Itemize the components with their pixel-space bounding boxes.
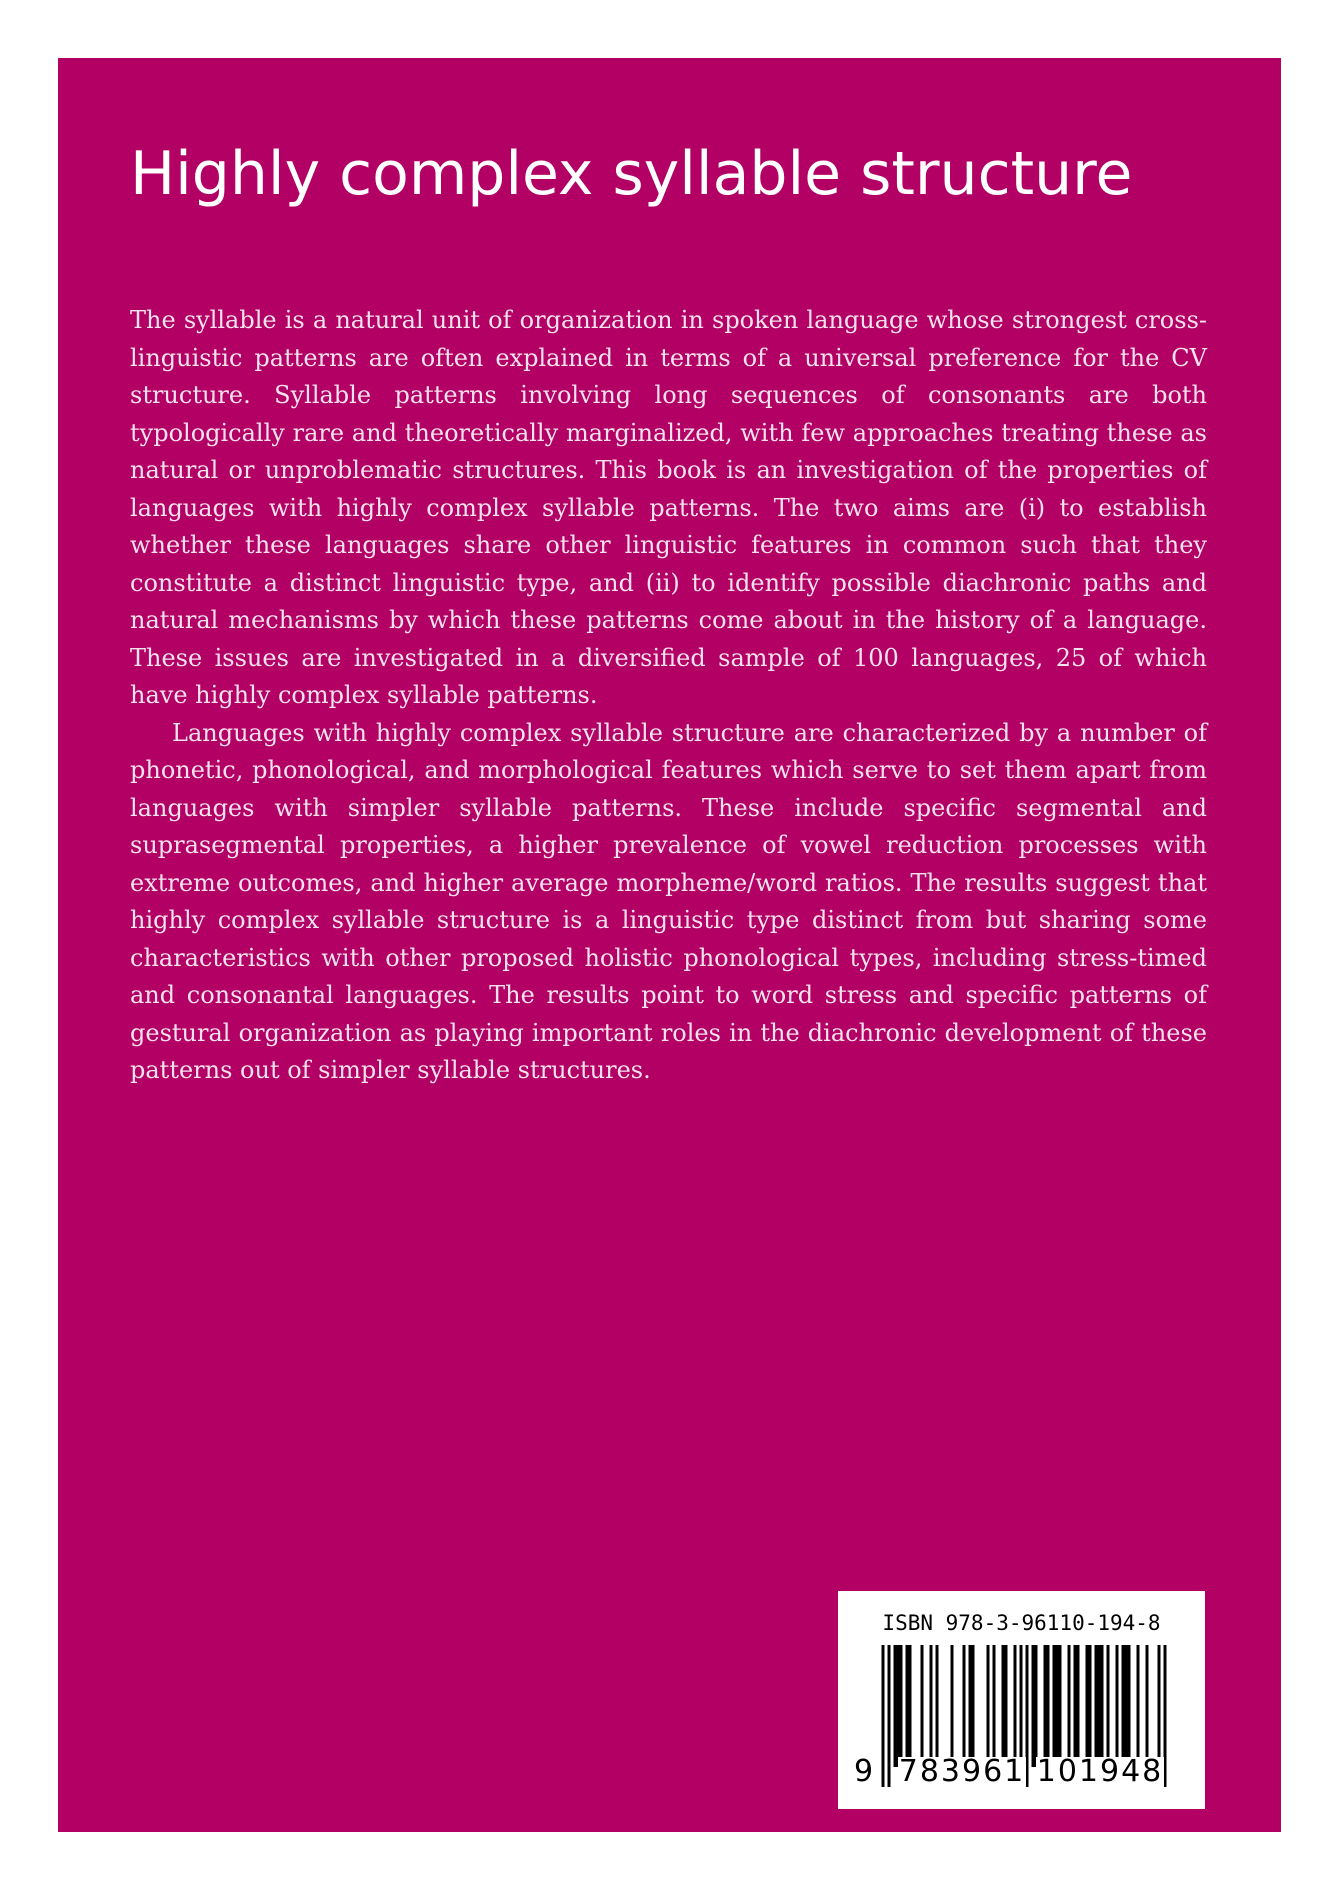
- isbn-barcode-box: [838, 1591, 1205, 1809]
- barcode-bar: [1035, 1645, 1038, 1767]
- barcode-bar: [1002, 1645, 1005, 1767]
- barcode-bar: [1047, 1645, 1050, 1767]
- barcode-digits-right: 101948: [1036, 1754, 1164, 1789]
- isbn-label: ISBN 978-3-96110-194-8: [882, 1611, 1161, 1635]
- barcode-bar: [993, 1645, 996, 1767]
- barcode-bar: [951, 1645, 954, 1767]
- barcode-bar: [987, 1645, 990, 1767]
- barcode-bar: [1122, 1645, 1125, 1767]
- barcode-bar: [894, 1645, 897, 1767]
- barcode-bar: [1068, 1645, 1071, 1767]
- barcode-bar: [1059, 1645, 1062, 1767]
- barcode-bar: [921, 1645, 924, 1767]
- barcode-bar: [969, 1645, 972, 1767]
- barcode-bar: [909, 1645, 912, 1767]
- barcode-bar: [900, 1645, 903, 1767]
- barcode-bar: [1098, 1645, 1101, 1767]
- barcode-bar: [1128, 1645, 1131, 1767]
- barcode-bar: [1086, 1645, 1089, 1767]
- barcode-bar: [1095, 1645, 1098, 1767]
- barcode-bar: [1005, 1645, 1008, 1767]
- blurb-paragraph-2: Languages with highly complex syllable structure are characterized by a number of phonetic, phonological, and morphological features which serve to set them apart from languages with simpler syllable patterns. These include specific segmental and suprasegmental properties, a higher prevalence of vowel reduction processes with extreme outcomes, and higher average morpheme/word ratios. The results suggest that highly complex syllable structure is a linguistic type distinct from but sharing some characteristics with other proposed holistic phonological types, including stress-timed and consonantal languages. The results point to word stress and specific patterns of gestural organization as playing important roles in the diachronic development of these patterns out of simpler syllable structures.: [130, 718, 1207, 1084]
- barcode-bar: [1089, 1645, 1092, 1767]
- barcode-bar: [1146, 1645, 1149, 1767]
- barcode-bar: [897, 1645, 900, 1767]
- barcode-bar: [1014, 1645, 1017, 1767]
- barcode-bar: [1107, 1645, 1110, 1767]
- barcode-digits-left: 783961: [898, 1754, 1026, 1789]
- barcode-bar: [1116, 1645, 1119, 1767]
- barcode-bar: [882, 1645, 885, 1787]
- back-cover: [58, 58, 1281, 1832]
- blurb: [130, 302, 1207, 1090]
- book-title: Highly complex syllable structure: [130, 139, 1133, 209]
- barcode-bar: [1077, 1645, 1080, 1767]
- barcode-bar: [1032, 1645, 1035, 1767]
- barcode-bar: [1137, 1645, 1140, 1767]
- barcode-bar: [1074, 1645, 1077, 1767]
- barcode-digit-first: 9: [854, 1754, 874, 1789]
- blurb-paragraph-1: The syllable is a natural unit of organization in spoken language whose strongest cross-linguistic patterns are often explained in terms of a universal preference for the CV structure. Syllable patterns involving long sequences of consonants are both typologically rare and theoretically marginalized, with few approaches treating these as natural or unproblematic structures. This book is an investigation of the properties of languages with highly complex syllable patterns. The two aims are (i) to establish whether these languages share other linguistic features in common such that they constitute a distinct linguistic type, and (ii) to identify possible diachronic paths and natural mechanisms by which these patterns come about in the history of a language. These issues are investigated in a diversified sample of 100 languages, 25 of which have highly complex syllable patterns.: [130, 306, 1207, 709]
- barcode-bar: [888, 1645, 891, 1787]
- barcode-bar: [1125, 1645, 1128, 1767]
- barcode-bar: [963, 1645, 966, 1767]
- barcode-bar: [1044, 1645, 1047, 1767]
- barcode-bar: [972, 1645, 975, 1767]
- barcode-bar: [936, 1645, 939, 1767]
- barcode-bar: [1053, 1645, 1056, 1767]
- barcode-bar: [1101, 1645, 1104, 1767]
- barcode-bar: [906, 1645, 909, 1767]
- barcode-bar: [1056, 1645, 1059, 1767]
- barcode-bar: [930, 1645, 933, 1767]
